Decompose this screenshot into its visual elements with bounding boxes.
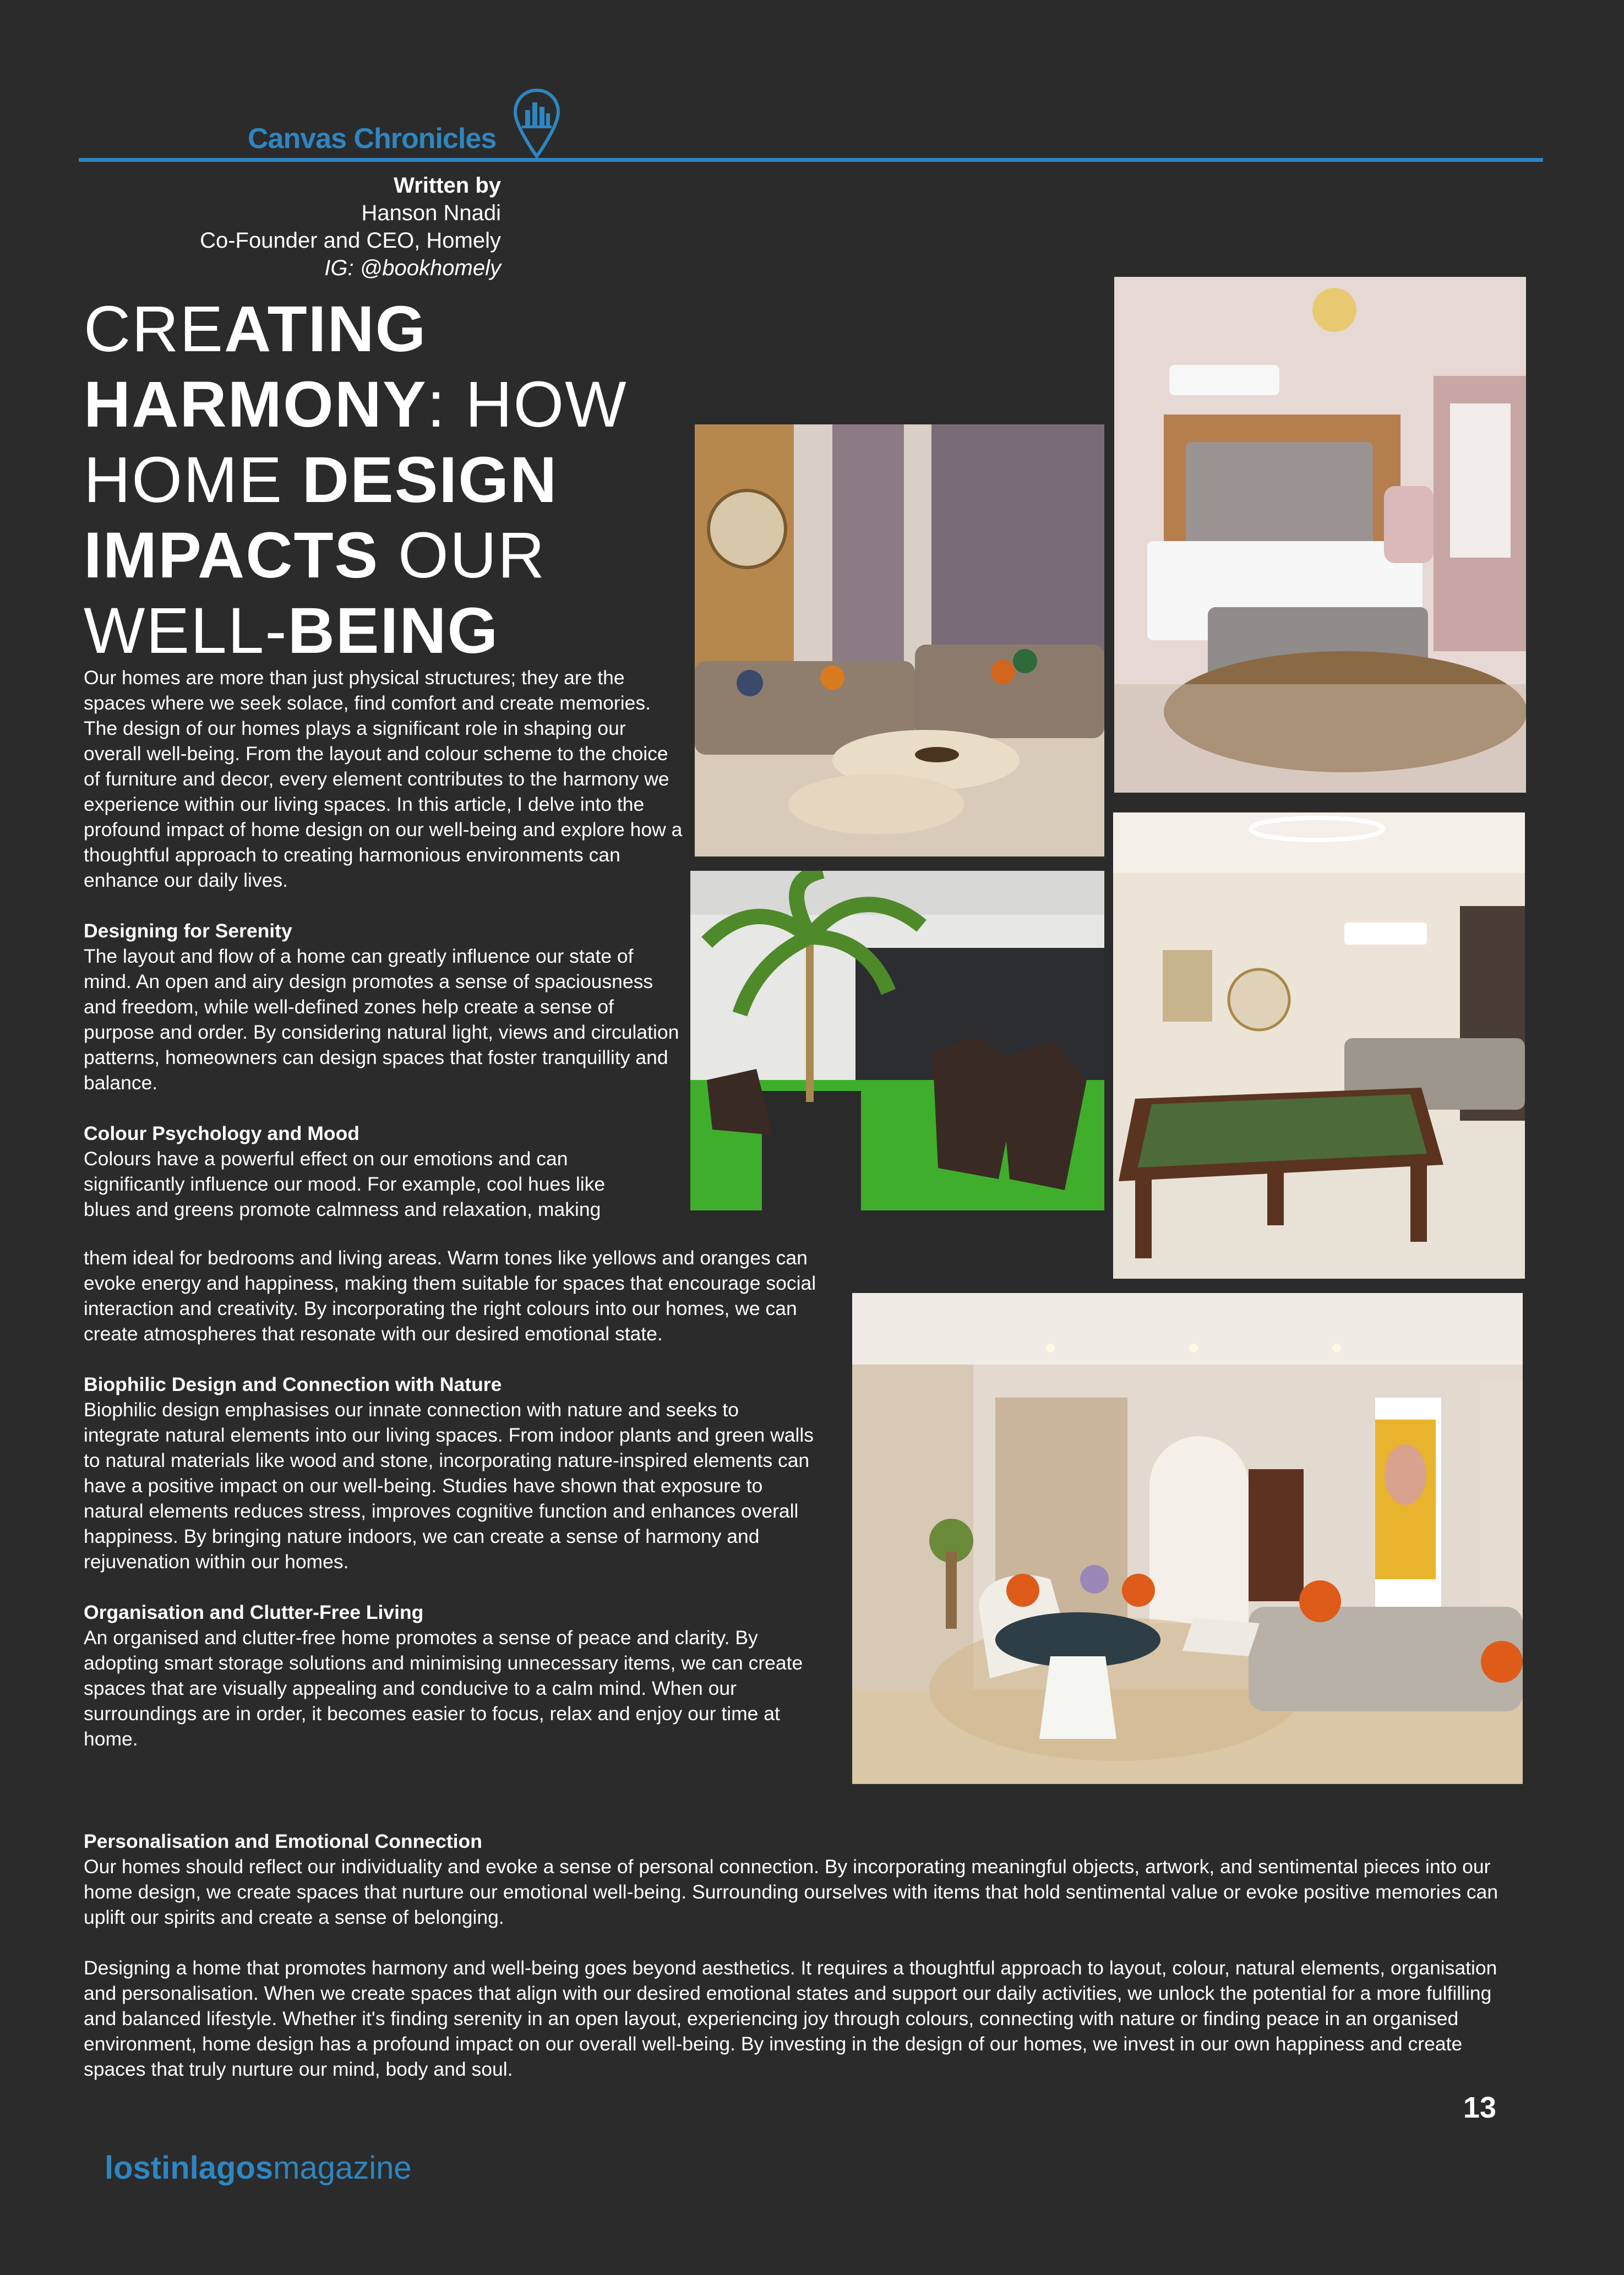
author-name: Hanson Nnadi — [361, 201, 501, 225]
section-heading: Personalisation and Emotional Connection — [84, 1830, 482, 1852]
article-title: CREATING HARMONY: HOW HOME DESIGN IMPACTS OUR WELL-BEING — [84, 293, 628, 667]
section-heading: Organisation and Clutter-Free Living — [84, 1601, 424, 1623]
header-rule — [79, 158, 1543, 162]
section-heading: Designing for Serenity — [84, 920, 292, 942]
photo-courtyard — [690, 871, 1104, 1210]
map-pin-city-icon — [512, 88, 562, 160]
section-paragraph: Colours have a powerful effect on our emotions and can significantly influence our mood. For example, cool hues like blues and greens promote calmness and relaxation, making — [84, 1148, 606, 1220]
body-column-2 — [84, 1245, 819, 1777]
author-role: Co-Founder and CEO, Homely — [200, 228, 501, 253]
byline-label: Written by — [394, 173, 501, 198]
section-heading: Biophilic Design and Connection with Nature — [84, 1373, 502, 1395]
page-number: 13 — [1463, 2091, 1496, 2124]
section-paragraph: An organised and clutter-free home promotes a sense of peace and clarity. By adopting smart storage solutions and minimising unnecessary items, we can create spaces that are visually appealing and conducive to a calm mind. When our surroundings are in order, it becomes easier to focus, relax and enjoy our time at home. — [84, 1627, 803, 1750]
body-column-1 — [84, 665, 686, 1222]
intro-paragraph: Our homes are more than just physical structures; they are the spaces where we seek solace, find comfort and create memories. The design of our homes plays a significant role in shaping our overall well-being. From the layout and colour scheme to the choice of furniture and decor, every element contributes to the harmony we experience within our living spaces. In this article, I delve into the profound impact of home design on our well-being and explore how a thoughtful approach to creating harmonious environments can enhance our daily lives. — [84, 667, 683, 891]
byline — [110, 172, 501, 282]
photo-lounge — [852, 1293, 1523, 1784]
section-paragraph: Biophilic design emphasises our innate connection with nature and seeks to integrate natural elements into our living spaces. From indoor plants and green walls to natural materials like wood and stone, incorporating nature-inspired elements can have a positive impact on our well-being. Studies have shown that exposure to natural elements reduces stress, improves cognitive function and enhances overall happiness. By bringing nature indoors, we can create a sense of harmony and rejuvenation within our homes. — [84, 1399, 814, 1573]
footer-brand-light: magazine — [273, 2150, 412, 2186]
photo-living-room — [695, 424, 1104, 856]
section-title: Canvas Chronicles — [248, 123, 497, 155]
section-paragraph: The layout and flow of a home can greatly influence our state of mind. An open and airy design promotes a sense of spaciousness and freedom, while well-defined zones help create a sense of purpose and order. By considering natural light, views and circulation patterns, homeowners can design spaces that foster tranquillity and balance. — [84, 945, 679, 1094]
section-heading: Colour Psychology and Mood — [84, 1122, 359, 1144]
section-paragraph: Our homes should reflect our individuality and evoke a sense of personal connection. By incorporating meaningful objects, artwork, and sentimental pieces into our home design, we create spaces that nurture our emotional well-being. Surrounding ourselves with items that hold sentimental value or evoke positive memories can uplift our spirits and create a sense of belonging. — [84, 1856, 1498, 1928]
section-paragraph: them ideal for bedrooms and living areas. Warm tones like yellows and oranges can evoke energy and happiness, making them suitable for spaces that encourage social interaction and creativity. By incorporating the right colours into our homes, we can create atmospheres that resonate with our desired emotional state. — [84, 1247, 816, 1345]
magazine-footer — [105, 2149, 412, 2186]
photo-bedroom — [1114, 277, 1526, 793]
footer-brand-bold: lostinlagos — [105, 2150, 274, 2186]
photo-pool-room — [1113, 812, 1525, 1279]
author-handle: IG: @bookhomely — [324, 256, 501, 280]
conclusion-paragraph: Designing a home that promotes harmony and well-being goes beyond aesthetics. It requires a thoughtful approach to layout, colour, natural elements, organisation and personalisation. When we create spaces that align with our desired emotional states and support our daily activities, we unlock the potential for a more fulfilling and balanced lifestyle. Whether it's finding serenity in an open layout, experiencing joy through colours, connecting with nature or finding peace in an organised environment, home design has a profound impact on our overall well-being. By investing in the design of our homes, we invest in our own happiness and create spaces that truly nurture our mind, body and soul. — [84, 1957, 1497, 2080]
body-column-full — [84, 1829, 1498, 2107]
